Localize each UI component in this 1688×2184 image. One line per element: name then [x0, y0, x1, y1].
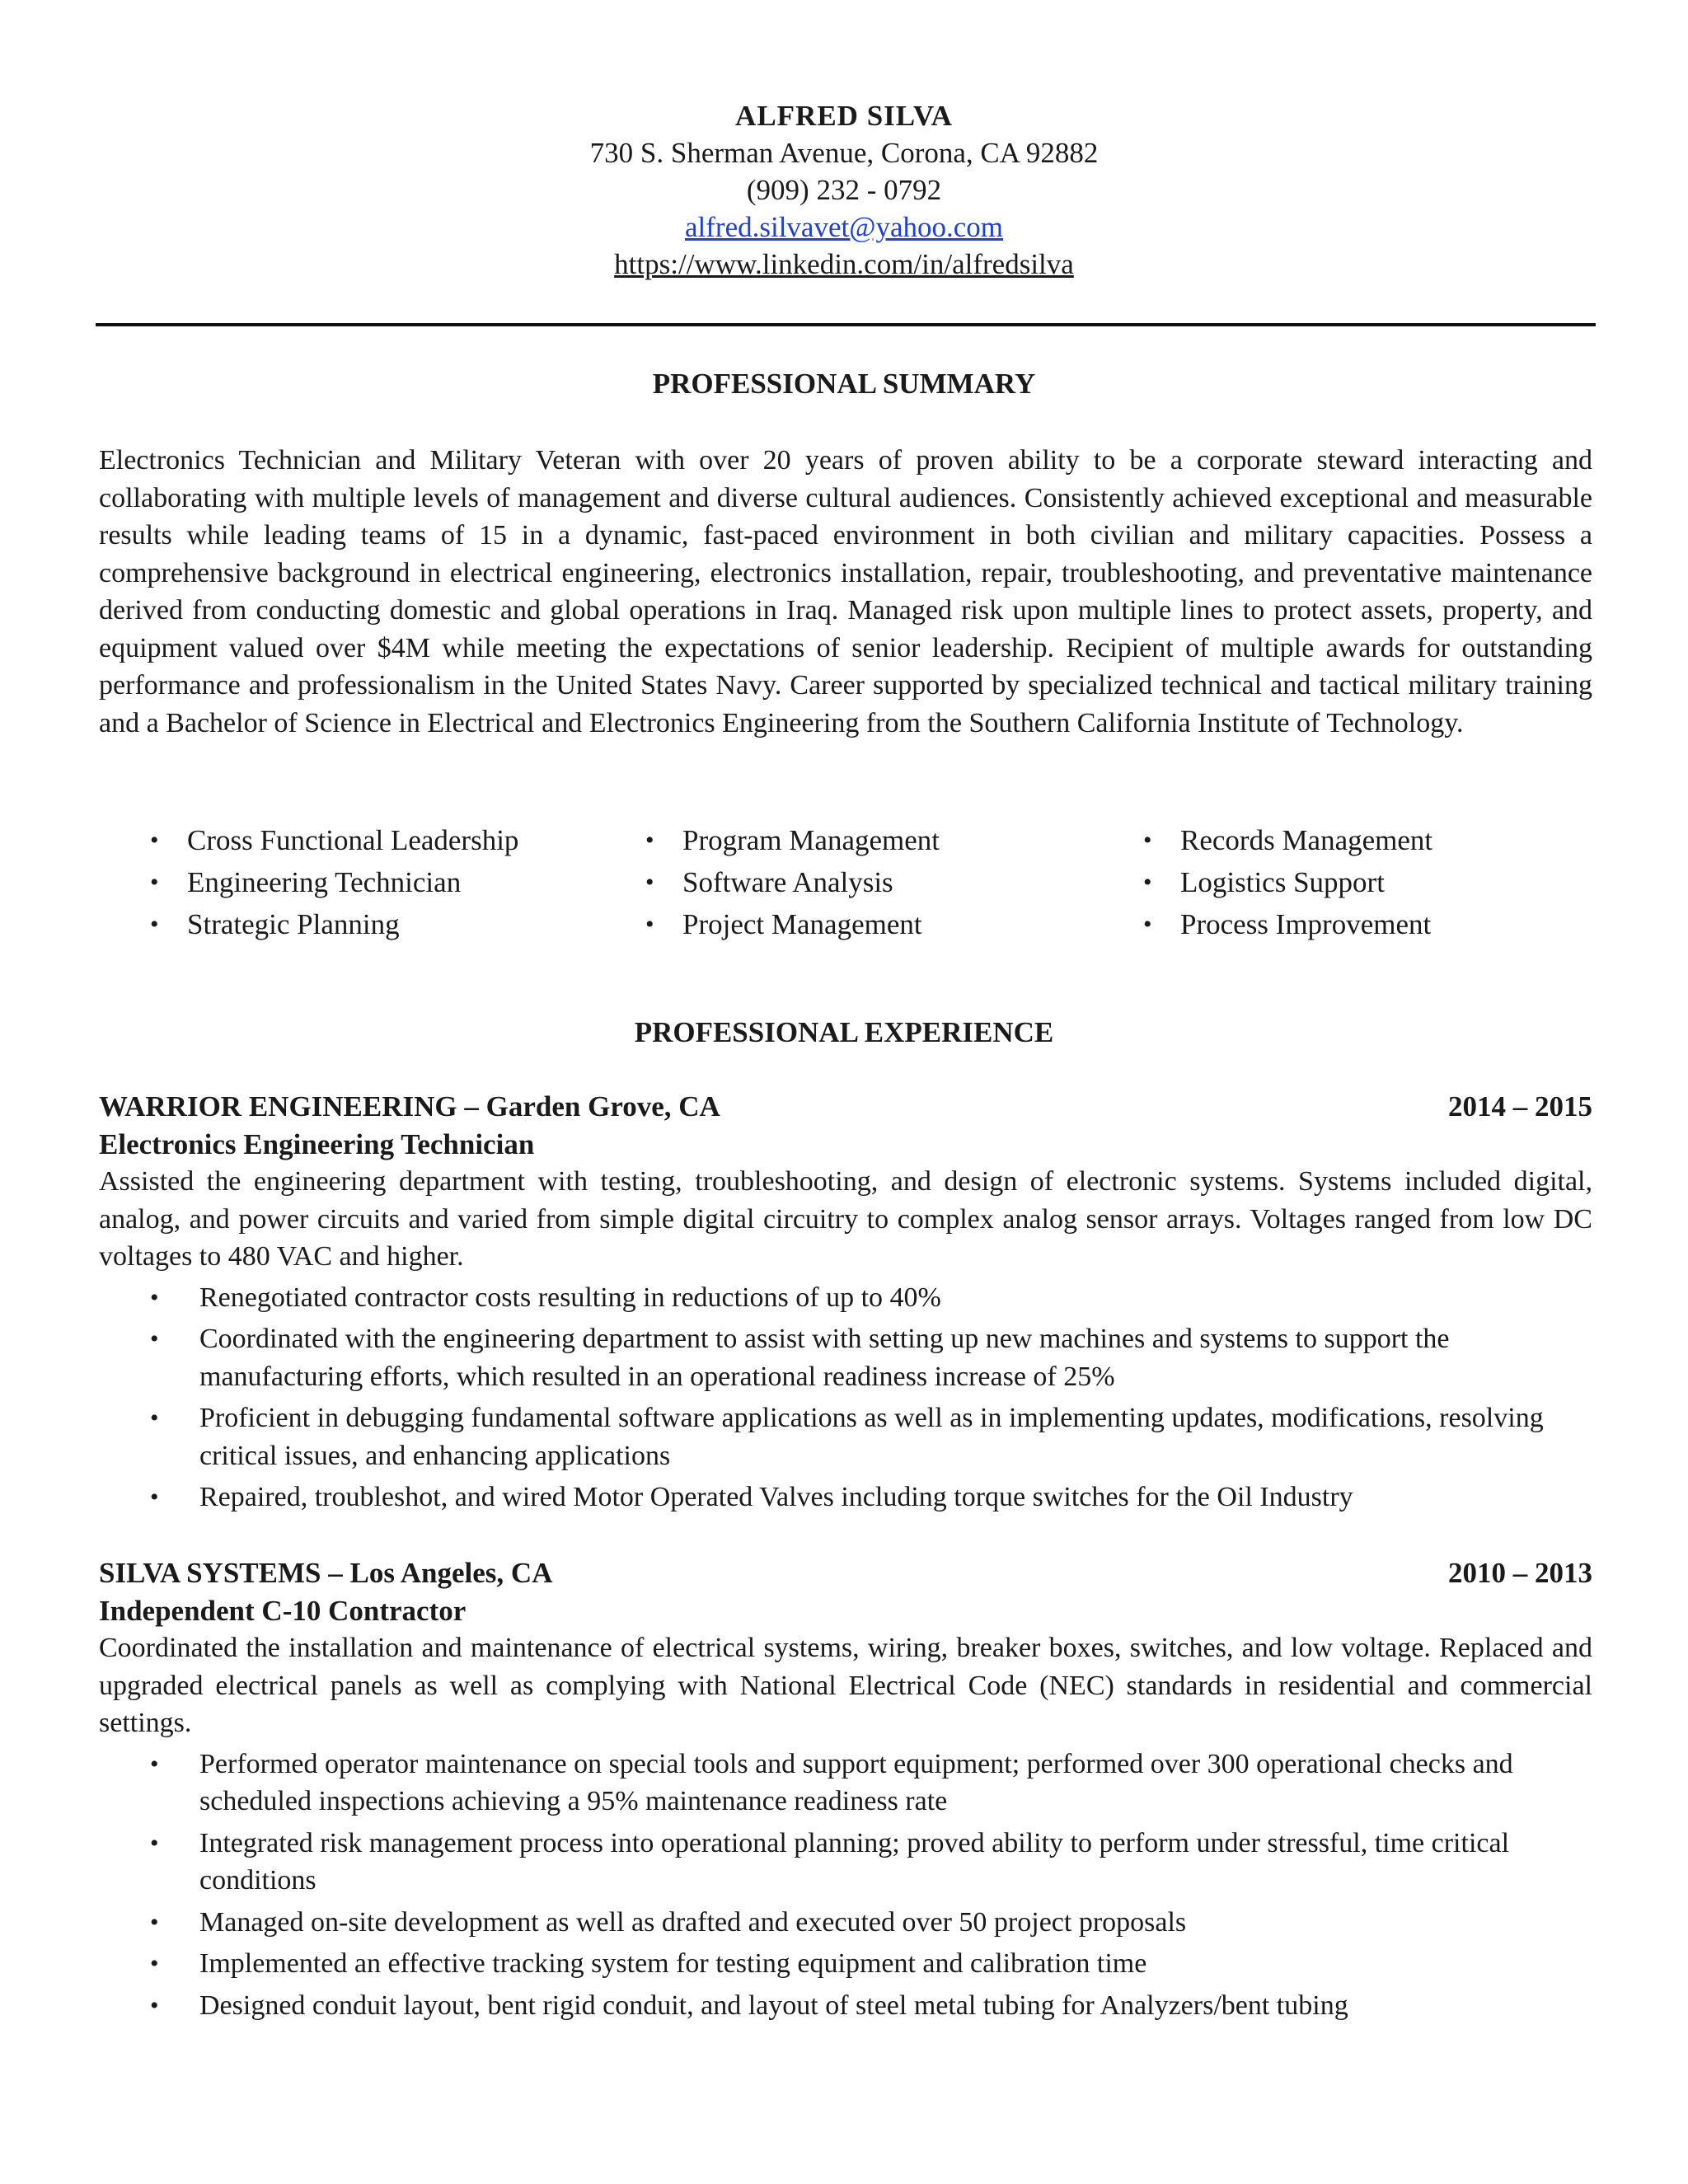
achievement-item: • Designed conduit layout, bent rigid conduit, and layout of steel metal tubing for Analyzers/bent tubing — [99, 1987, 1592, 2025]
achievement-item: • Implemented an effective tracking system for testing equipment and calibration time — [99, 1945, 1592, 1983]
job-title: Independent C-10 Contractor — [99, 1595, 467, 1627]
bullet-icon: • — [150, 1325, 159, 1352]
job-entry-warrior-engineering — [99, 1088, 1592, 1521]
email-link[interactable]: alfred.silvavet@yahoo.com — [685, 211, 1003, 243]
job-header — [99, 1554, 1592, 1592]
job-dates: 2014 – 2015 — [1448, 1090, 1592, 1122]
job-dates: 2010 – 2013 — [1448, 1557, 1592, 1589]
bullet-icon: • — [1143, 911, 1152, 938]
achievement-item: • Proficient in debugging fundamental software applications as well as in implementing updates, modifications, resolving critical issues, and enhancing applications — [99, 1399, 1592, 1474]
bullet-icon: • — [150, 1950, 159, 1977]
skill-item: • Engineering Technician — [150, 861, 518, 903]
job-achievements — [99, 1746, 1592, 2025]
job-entry-silva-systems — [99, 1554, 1592, 2028]
skills-column-2 — [645, 819, 940, 945]
company-name: SILVA SYSTEMS – Los Angeles, CA — [99, 1557, 553, 1589]
linkedin-link[interactable]: https://www.linkedin.com/in/alfredsilva — [614, 248, 1074, 280]
skills-column-1 — [150, 819, 518, 945]
bullet-icon: • — [645, 827, 654, 854]
job-header — [99, 1088, 1592, 1126]
bullet-icon: • — [150, 1483, 159, 1511]
summary-text: Electronics Technician and Military Veteran with over 20 years of proven ability to be a corporate steward interacting and collaborating with multiple levels of management and diverse cultural audiences. Consistently achieved exceptional and measurable results while leading teams of 15 in a dynamic, fast-paced environment in both civilian and military capacities. Possess a comprehensive background in electrical engineering, electronics installation, repair, troubleshooting, and preventative maintenance derived from conducting domestic and global operations in Iraq. Managed risk upon multiple lines to protect assets, property, and equipment valued over $4M while meeting the expectations of senior leadership. Recipient of multiple awards for outstanding performance and professionalism in the United States Navy. Career supported by specialized technical and tactical military training and a Bachelor of Science in Electrical and Electronics Engineering from the Southern California Institute of Technology. — [99, 445, 1592, 738]
skills-column-3 — [1143, 819, 1432, 945]
job-achievements — [99, 1279, 1592, 1516]
bullet-icon: • — [150, 1404, 159, 1432]
header-divider — [96, 323, 1596, 326]
achievement-item: • Integrated risk management process into operational planning; proved ability to perform under stressful, time critical conditions — [99, 1825, 1592, 1900]
skill-item: • Strategic Planning — [150, 903, 518, 945]
bullet-icon: • — [645, 911, 654, 938]
summary-heading: PROFESSIONAL SUMMARY — [652, 368, 1036, 400]
bullet-icon: • — [150, 827, 159, 854]
job-title: Electronics Engineering Technician — [99, 1128, 535, 1160]
bullet-icon: • — [1143, 869, 1152, 896]
skill-item: • Program Management — [645, 819, 940, 861]
bullet-icon: • — [150, 1908, 159, 1936]
bullet-icon: • — [150, 1991, 159, 2019]
achievement-item: • Repaired, troubleshot, and wired Motor Operated Valves including torque switches for the Oil Industry — [99, 1479, 1592, 1516]
bullet-icon: • — [1143, 827, 1152, 854]
phone: (909) 232 - 0792 — [746, 174, 942, 206]
candidate-name: ALFRED SILVA — [735, 100, 953, 132]
skill-item: • Software Analysis — [645, 861, 940, 903]
achievement-item: • Managed on-site development as well as drafted and executed over 50 project proposals — [99, 1904, 1592, 1942]
achievement-item: • Performed operator maintenance on special tools and support equipment; performed over 300 operational checks and scheduled inspections achieving a 95% maintenance readiness rate — [99, 1746, 1592, 1821]
job-description: Assisted the engineering department with testing, troubleshooting, and design of electronic systems. Systems included digital, analog, and power circuits and varied from simple digital circuitry to complex analog sensor arrays. Voltages ranged from low DC voltages to 480 VAC and higher. — [99, 1166, 1592, 1272]
skill-item: • Cross Functional Leadership — [150, 819, 518, 861]
bullet-icon: • — [150, 911, 159, 938]
achievement-item: • Coordinated with the engineering department to assist with setting up new machines and systems to support the manufacturing efforts, which resulted in an operational readiness increase of 25% — [99, 1320, 1592, 1395]
company-name: WARRIOR ENGINEERING – Garden Grove, CA — [99, 1090, 720, 1122]
bullet-icon: • — [150, 1829, 159, 1857]
achievement-item: • Renegotiated contractor costs resulting in reductions of up to 40% — [99, 1279, 1592, 1317]
address: 730 S. Sherman Avenue, Corona, CA 92882 — [589, 137, 1099, 169]
bullet-icon: • — [150, 1750, 159, 1778]
resume-header — [0, 97, 1688, 283]
skill-item: • Project Management — [645, 903, 940, 945]
bullet-icon: • — [150, 1283, 159, 1311]
skill-item: • Records Management — [1143, 819, 1432, 861]
skill-item: • Logistics Support — [1143, 861, 1432, 903]
job-description: Coordinated the installation and maintenance of electrical systems, wiring, breaker boxes, switches, and low voltage. Replaced and upgraded electrical panels as well as complying with National Electrical Code (NEC) standards in residential and commercial settings. — [99, 1633, 1592, 1738]
bullet-icon: • — [150, 869, 159, 896]
experience-heading: PROFESSIONAL EXPERIENCE — [634, 1016, 1054, 1048]
bullet-icon: • — [645, 869, 654, 896]
skill-item: • Process Improvement — [1143, 903, 1432, 945]
